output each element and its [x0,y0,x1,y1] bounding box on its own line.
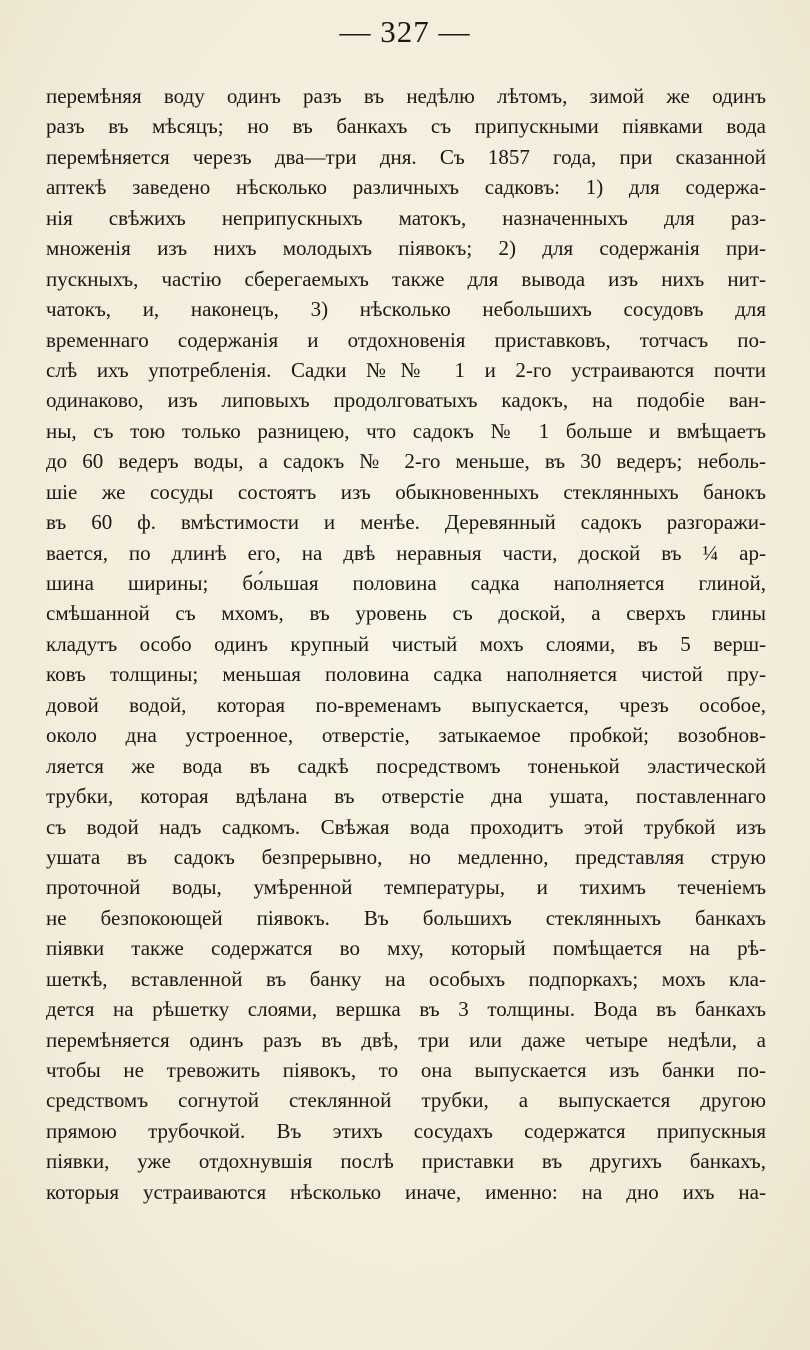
text-line: чатокъ, и, наконецъ, 3) нѣсколько небольшихъ сосудовъ для [46,297,766,322]
text-line: перемѣняя воду одинъ разъ въ недѣлю лѣтомъ, зимой же одинъ [46,84,766,108]
text-line: нія свѣжихъ неприпускныхъ матокъ, назначенныхъ для раз- [46,205,766,230]
text-line: пускныхъ, частію сберегаемыхъ также для вывода изъ нихъ нит- [46,266,766,291]
text-line: вается, по длинѣ его, на двѣ неравныя части, доской въ ¼ ар- [46,540,766,565]
text-line: проточной воды, умѣренной температуры, и тихимъ теченіемъ [46,875,766,900]
text-line: піявки также содержатся во мху, который помѣщается на рѣ- [46,936,766,961]
text-line: ны, съ тою только разницею, что садокъ № 1 больше и вмѣщаетъ [46,418,766,443]
text-line: кладутъ особо одинъ крупный чистый мохъ слоями, въ 5 верш- [46,631,766,656]
text-line: не безпокоющей піявокъ. Въ большихъ стеклянныхъ банкахъ [46,905,766,930]
text-line: временнаго содержанія и отдохновенія приставковъ, тотчасъ по- [46,327,766,352]
text-line: разъ въ мѣсяцъ; но въ банкахъ съ припускными піявками вода [46,114,766,139]
text-line: шеткѣ, вставленной въ банку на особыхъ подпоркахъ; мохъ кла- [46,966,766,991]
text-line: средствомъ согнутой стеклянной трубки, а выпускается другою [46,1088,766,1113]
text-line: ушата въ садокъ безпрерывно, но медленно, представляя струю [46,844,766,869]
text-line: около дна устроенное, отверстіе, затыкаемое пробкой; возобнов- [46,723,766,748]
text-line: въ 60 ф. вмѣстимости и менѣе. Деревянный садокъ разгоражи- [46,510,766,535]
text-line: трубки, которая вдѣлана въ отверстіе дна ушата, поставленнаго [46,784,766,809]
body-text [46,81,766,1207]
text-line: перемѣняется черезъ два—три дня. Съ 1857 года, при сказанной [46,144,766,169]
text-line: ляется же вода въ садкѣ посредствомъ тоненькой эластической [46,753,766,778]
text-line: одинаково, изъ липовыхъ продолговатыхъ кадокъ, на подобіе ван- [46,388,766,413]
text-line: довой водой, которая по-временамъ выпускается, чрезъ особое, [46,692,766,717]
text-line: чтобы не тревожить піявокъ, то она выпускается изъ банки по- [46,1058,766,1082]
text-line: смѣшанной съ мхомъ, въ уровень съ доской, а сверхъ глины [46,601,766,626]
text-line: до 60 ведеръ воды, а садокъ № 2-го меньше, въ 30 ведеръ; неболь- [46,449,766,474]
text-line: множенія изъ нихъ молодыхъ піявокъ; 2) для содержанія при- [46,236,766,261]
text-line: съ водой надъ садкомъ. Свѣжая вода проходитъ этой трубкой изъ [46,814,766,839]
text-line: ковъ толщины; меньшая половина садка наполняется чистой пру- [46,662,766,687]
page-number: — 327 — [339,14,471,49]
text-line: піявки, уже отдохнувшія послѣ приставки въ другихъ банкахъ, [46,1149,766,1174]
text-line: аптекѣ заведено нѣсколько различныхъ садковъ: 1) для содержа- [46,175,766,200]
text-line: перемѣняется одинъ разъ въ двѣ, три или даже четыре недѣли, а [46,1027,766,1052]
text-line: прямою трубочкой. Въ этихъ сосудахъ содержатся припускныя [46,1118,766,1143]
text-line: шіе же сосуды состоятъ изъ обыкновенныхъ стеклянныхъ банокъ [46,479,766,504]
text-line: которыя устраиваются нѣсколько иначе, именно: на дно ихъ на- [46,1179,766,1204]
text-line: шина ширины; бо́льшая половина садка наполняется глиной, [46,571,766,595]
text-line: слѣ ихъ употребленія. Садки №№ 1 и 2-го устраиваются почти [46,357,766,382]
text-line: дется на рѣшетку слоями, вершка въ 3 толщины. Вода въ банкахъ [46,997,766,1022]
